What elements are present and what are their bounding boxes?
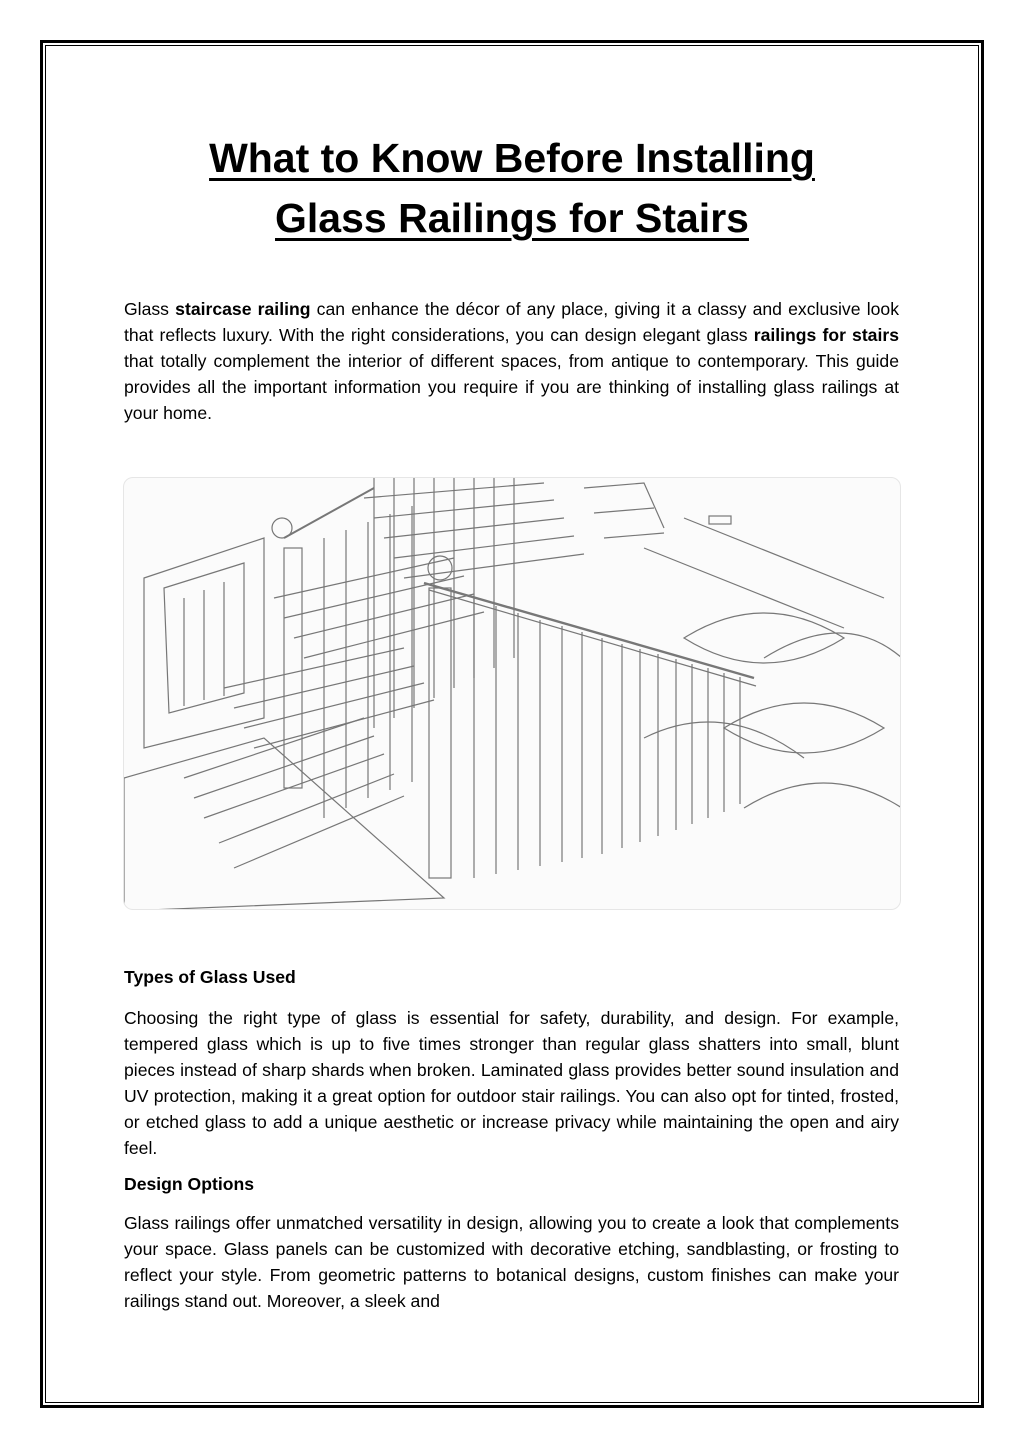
title-line-2: Glass Railings for Stairs	[275, 195, 749, 241]
section-body-design-options: Glass railings offer unmatched versatility in design, allowing you to create a look that complements your space. Glass panels can be customized with decorative etching, sandblasting, or frosting to reflect your style. From geometric patterns to botanical designs, custom finishes can make your railings stand out. Moreover, a sleek and	[124, 1213, 899, 1311]
intro-text-3: that totally complement the interior of different spaces, from antique to contemporary. This guide provides all the important information you require if you are thinking of installing glass railings at your home.	[124, 351, 899, 423]
intro-text-1: Glass	[124, 299, 176, 319]
title-line-1: What to Know Before Installing	[209, 135, 815, 181]
intro-text-2: can enhance the décor of any place, giving it a classy and exclusive look that reflects luxury. With the right considerations, you can design elegant glass	[124, 299, 899, 345]
section-heading-design-options: Design Options	[124, 1174, 255, 1194]
page-title	[100, 128, 924, 248]
intro-paragraph	[124, 296, 899, 426]
railings-for-stairs-keyword: railings for stairs	[753, 325, 899, 345]
staircase-railing-keyword: staircase railing	[175, 299, 311, 319]
section-heading-types-of-glass: Types of Glass Used	[124, 967, 296, 987]
section-body-types-of-glass: Choosing the right type of glass is essential for safety, durability, and design. For example, tempered glass which is up to five times stronger than regular glass shatters into small, blunt pieces instead of sharp shards when broken. Laminated glass provides better sound insulation and UV protection, making it a great option for outdoor stair railings. You can also opt for tinted, frosted, or etched glass to add a unique aesthetic or increase privacy while maintaining the open and airy feel.	[124, 1008, 899, 1158]
staircase-sketch-image	[123, 477, 901, 910]
